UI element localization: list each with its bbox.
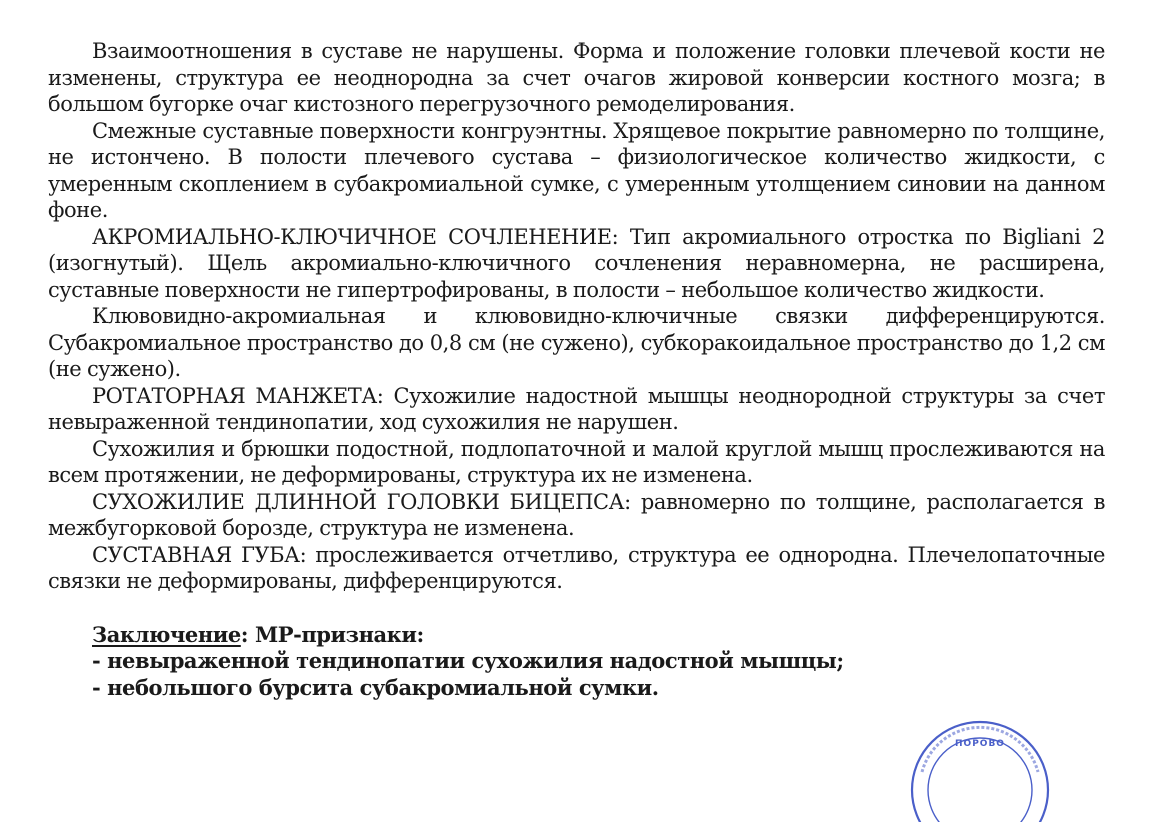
stamp-text: ПОРОВО bbox=[955, 739, 1005, 749]
conclusion-item: - невыраженной тендинопатии сухожилия надостной мышцы; bbox=[92, 648, 844, 673]
paragraph-ligaments: Клювовидно-акромиальная и клювовидно-ключичные связки дифференцируются. Субакромиальное пространство до 0,8 см (не сужено), субкоракоидальное пространство до 1,2 см (не сужено). bbox=[48, 304, 1105, 381]
paragraph-articular-surfaces: Смежные суставные поверхности конгруэнтны. Хрящевое покрытие равномерно по толщине, не истончено. В полости плечевого сустава – физиологическое количество жидкости, с умеренным скоплением в субакромиальной сумке, с умеренным утолщением синовии на данном фоне. bbox=[48, 118, 1105, 222]
conclusion-label: Заключение bbox=[92, 621, 241, 647]
paragraph-biceps-tendon: СУХОЖИЛИЕ ДЛИННОЙ ГОЛОВКИ БИЦЕПСА: равномерно по толщине, располагается в межбугорковой борозде, структура не изменена. bbox=[48, 489, 1105, 540]
conclusion-heading bbox=[92, 622, 1105, 649]
conclusion-block bbox=[48, 622, 1105, 702]
paragraph-tendons: Сухожилия и брюшки подостной, подлопаточной и малой круглой мышц прослеживаются на всем протяжении, не деформированы, структура их не изменена. bbox=[48, 436, 1105, 487]
official-stamp bbox=[905, 712, 1055, 822]
conclusion-intro: : МР-признаки: bbox=[240, 621, 424, 647]
conclusion-item: - небольшого бурсита субакромиальной сумки. bbox=[92, 674, 659, 700]
paragraph-joint-relations: Взаимоотношения в суставе не нарушены. Форма и положение головки плечевой кости не изменены, структура ее неоднородна за счет очагов жировой конверсии костного мозга; в большом бугорке очаг кистозного перегрузочного ремоделирования. bbox=[48, 39, 1105, 116]
paragraph-labrum: СУСТАВНАЯ ГУБА: прослеживается отчетливо, структура ее однородна. Плечелопаточные связки не деформированы, дифференцируются. bbox=[48, 542, 1105, 593]
paragraph-acromioclavicular-joint: АКРОМИАЛЬНО-КЛЮЧИЧНОЕ СОЧЛЕНЕНИЕ: Тип акромиального отростка по Bigliani 2 (изогнутый). Щель акромиально-ключичного сочленения неравномерна, не расширена, суставные поверхности не гипертрофированы, в полости – небольшое количество жидкости. bbox=[48, 224, 1105, 302]
document-page bbox=[48, 38, 1105, 701]
paragraph-rotator-cuff: РОТАТОРНАЯ МАНЖЕТА: Сухожилие надостной мышцы неоднородной структуры за счет невыраженной тендинопатии, ход сухожилия не нарушен. bbox=[48, 383, 1105, 434]
